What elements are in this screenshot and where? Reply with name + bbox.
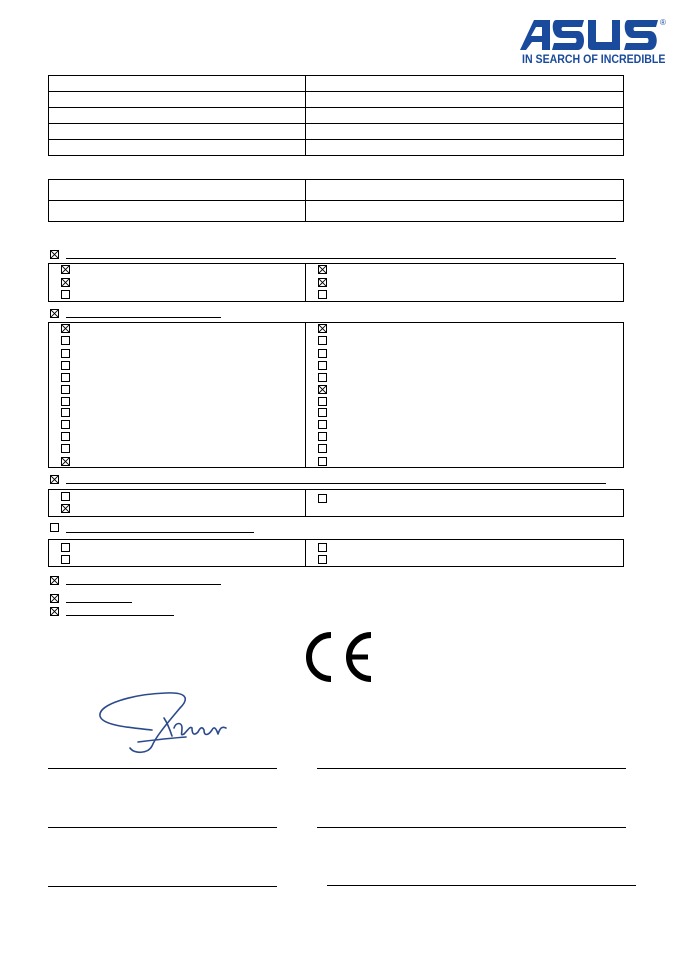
signature-line-right-1 — [317, 768, 626, 769]
table-row — [49, 180, 624, 201]
section-2-left-checkbox-4[interactable] — [61, 361, 70, 370]
section-2-right-checkbox-10[interactable] — [318, 432, 327, 441]
registered-mark: ® — [660, 18, 666, 27]
section-2-left-checkbox-1[interactable] — [61, 324, 70, 333]
checked-x-icon — [62, 325, 69, 332]
section-1-left-checkbox-2[interactable] — [61, 278, 70, 287]
table-row — [49, 108, 624, 124]
signature-line-left-1 — [48, 768, 277, 769]
section-2-right-checkbox-6[interactable] — [318, 385, 327, 394]
section-1-right-checkbox-3[interactable] — [318, 290, 327, 299]
section-1-right-checkbox-2[interactable] — [318, 278, 327, 287]
section-2-left-checkbox-10[interactable] — [61, 444, 70, 453]
section-2-right-checkbox-12[interactable] — [318, 457, 327, 466]
section-3-checkbox[interactable] — [50, 475, 59, 484]
signature-line-right-3 — [327, 885, 636, 886]
extra-item-line-2 — [66, 602, 132, 603]
table-cell — [49, 92, 306, 108]
table-cell — [306, 140, 624, 156]
section-2-right-checkbox-5[interactable] — [318, 373, 327, 382]
section-1-divider — [305, 263, 306, 302]
section-4-heading-line — [66, 532, 254, 533]
table-row — [49, 76, 624, 92]
section-2-right-checkbox-4[interactable] — [318, 361, 327, 370]
checked-x-icon — [51, 595, 58, 602]
section-2-right-checkbox-1[interactable] — [318, 324, 327, 333]
section-3-right-checkbox-1[interactable] — [318, 494, 327, 503]
section-1-heading-line — [66, 258, 616, 259]
asus-logo — [520, 18, 670, 70]
table-cell — [306, 124, 624, 140]
checked-x-icon — [51, 577, 58, 584]
section-1-right-checkbox-1[interactable] — [318, 265, 327, 274]
checked-x-icon — [319, 386, 326, 393]
table-cell — [306, 76, 624, 92]
checked-x-icon — [62, 458, 69, 465]
section-2-right-checkbox-7[interactable] — [318, 397, 327, 406]
extra-item-line-1 — [66, 584, 221, 585]
extra-item-line-3 — [66, 615, 174, 616]
section-2-heading-line — [66, 317, 221, 318]
section-4-checkbox[interactable] — [50, 523, 59, 532]
checked-x-icon — [51, 476, 58, 483]
section-4-left-checkbox-2[interactable] — [61, 555, 70, 564]
table-cell — [49, 180, 306, 201]
checked-x-icon — [51, 251, 58, 258]
table-row — [49, 124, 624, 140]
signature-icon — [94, 688, 234, 758]
table-cell — [49, 108, 306, 124]
table-cell — [306, 201, 624, 222]
section-2-right-checkbox-9[interactable] — [318, 420, 327, 429]
table-cell — [49, 140, 306, 156]
signature — [94, 688, 234, 758]
checked-x-icon — [62, 505, 69, 512]
table-row — [49, 140, 624, 156]
section-2-box — [48, 322, 624, 468]
section-1-box — [48, 263, 624, 302]
asus-wordmark-icon — [520, 18, 660, 52]
table-row — [49, 201, 624, 222]
ce-mark — [305, 631, 375, 683]
checked-x-icon — [51, 310, 58, 317]
section-2-left-checkbox-3[interactable] — [61, 349, 70, 358]
checked-x-icon — [319, 325, 326, 332]
section-2-left-checkbox-2[interactable] — [61, 336, 70, 345]
section-4-divider — [305, 539, 306, 567]
declaration-info-table — [48, 75, 624, 156]
section-2-right-checkbox-3[interactable] — [318, 349, 327, 358]
section-2-right-checkbox-2[interactable] — [318, 336, 327, 345]
extra-item-checkbox-1[interactable] — [50, 576, 59, 585]
extra-item-checkbox-2[interactable] — [50, 594, 59, 603]
checked-x-icon — [319, 266, 326, 273]
section-2-left-checkbox-8[interactable] — [61, 420, 70, 429]
section-2-divider — [305, 322, 306, 468]
checked-x-icon — [62, 279, 69, 286]
section-1-left-checkbox-1[interactable] — [61, 265, 70, 274]
section-4-right-checkbox-2[interactable] — [318, 555, 327, 564]
section-3-heading-line — [66, 483, 606, 484]
table-cell — [49, 201, 306, 222]
table-row — [49, 92, 624, 108]
checked-x-icon — [51, 608, 58, 615]
signature-line-left-3 — [48, 886, 277, 887]
section-2-left-checkbox-extra[interactable] — [61, 397, 70, 406]
section-2-left-checkbox-6[interactable] — [61, 385, 70, 394]
section-2-right-checkbox-8[interactable] — [318, 408, 327, 417]
signature-line-left-2 — [48, 827, 277, 828]
checked-x-icon — [319, 279, 326, 286]
table-cell — [306, 108, 624, 124]
section-3-left-checkbox-2[interactable] — [61, 504, 70, 513]
checked-x-icon — [62, 266, 69, 273]
section-4-right-checkbox-1[interactable] — [318, 543, 327, 552]
extra-item-checkbox-3[interactable] — [50, 607, 59, 616]
section-4-left-checkbox-1[interactable] — [61, 543, 70, 552]
section-3-box — [48, 489, 624, 517]
section-2-right-checkbox-11[interactable] — [318, 444, 327, 453]
brand-tagline: IN SEARCH OF INCREDIBLE — [522, 54, 666, 66]
section-3-divider — [305, 489, 306, 517]
section-4-box — [48, 539, 624, 567]
section-2-left-checkbox-9[interactable] — [61, 432, 70, 441]
section-2-left-checkbox-7[interactable] — [61, 408, 70, 417]
section-2-left-checkbox-11[interactable] — [61, 457, 70, 466]
product-info-table — [48, 179, 624, 222]
table-cell — [306, 180, 624, 201]
signature-line-right-2 — [317, 827, 626, 828]
section-1-left-checkbox-3[interactable] — [61, 290, 70, 299]
table-cell — [306, 92, 624, 108]
table-cell — [49, 76, 306, 92]
ce-mark-icon — [305, 631, 375, 683]
section-3-left-checkbox-1[interactable] — [61, 492, 70, 501]
table-cell — [49, 124, 306, 140]
section-1-checkbox[interactable] — [50, 250, 59, 259]
section-2-left-checkbox-5[interactable] — [61, 373, 70, 382]
section-2-checkbox[interactable] — [50, 309, 59, 318]
